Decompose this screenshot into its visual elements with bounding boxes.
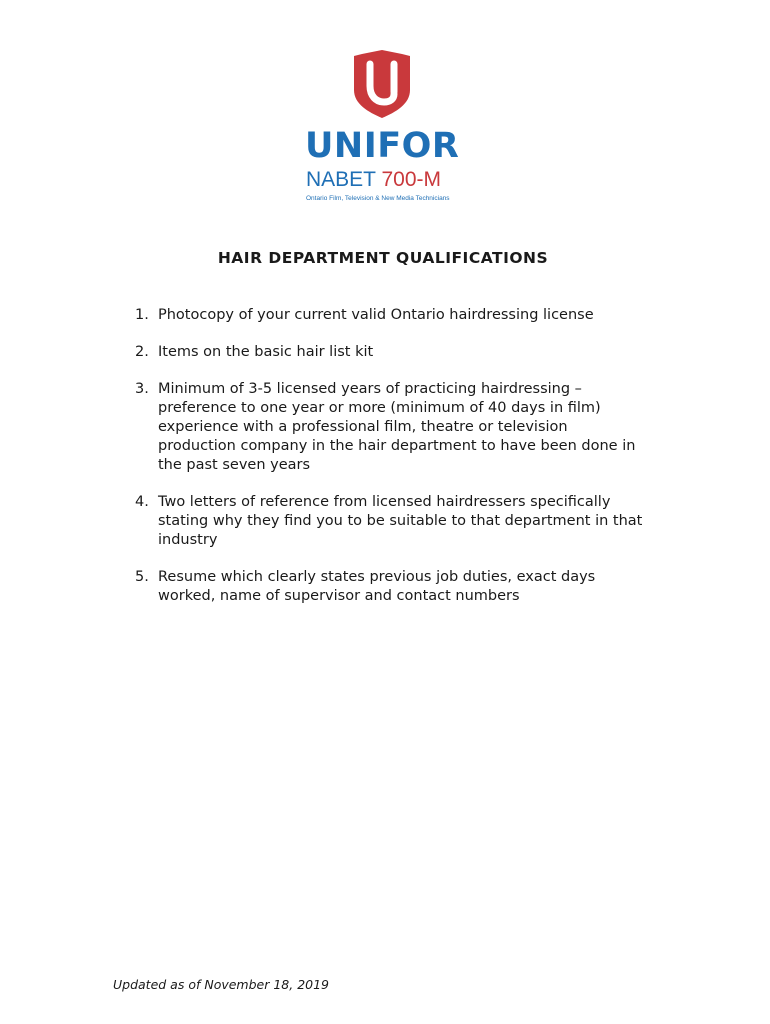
list-item-number: 2. — [135, 344, 149, 360]
unifor-shield-icon — [354, 50, 410, 118]
list-item — [135, 380, 645, 475]
logo-subbrand-local: 700-M — [381, 168, 442, 191]
list-item-text: Resume which clearly states previous job duties, exact days worked, name of supervisor and contact numbers — [158, 569, 596, 604]
list-item — [135, 568, 645, 606]
list-item-text: Photocopy of your current valid Ontario hairdressing license — [158, 307, 594, 323]
unifor-logo — [300, 50, 470, 210]
list-item — [135, 343, 645, 362]
list-item-text: Items on the basic hair list kit — [158, 344, 374, 360]
qualifications-list — [135, 306, 645, 624]
list-item-text: Minimum of 3-5 licensed years of practicing hairdressing – preference to one year or more (minimum of 40 days in film) experience with a professional film, theatre or television production company in the hair department to have been done in the past seven years — [158, 381, 636, 473]
list-item — [135, 306, 645, 325]
list-item-number: 1. — [135, 307, 149, 323]
list-item-number: 4. — [135, 494, 149, 510]
logo-subbrand — [306, 167, 441, 193]
list-item-number: 3. — [135, 381, 149, 397]
list-item-text: Two letters of reference from licensed hairdressers specifically stating why they find you to be suitable to that department in that industry — [158, 494, 643, 548]
logo-subbrand-name: NABET — [306, 168, 376, 191]
document-title: HAIR DEPARTMENT QUALIFICATIONS — [217, 249, 549, 267]
updated-date-footer: Updated as of November 18, 2019 — [113, 977, 330, 992]
list-item-number: 5. — [135, 569, 149, 585]
list-item — [135, 493, 645, 550]
logo-wordmark: UNIFOR — [305, 126, 460, 166]
logo-tagline: Ontario Film, Television & New Media Technicians — [306, 195, 450, 202]
